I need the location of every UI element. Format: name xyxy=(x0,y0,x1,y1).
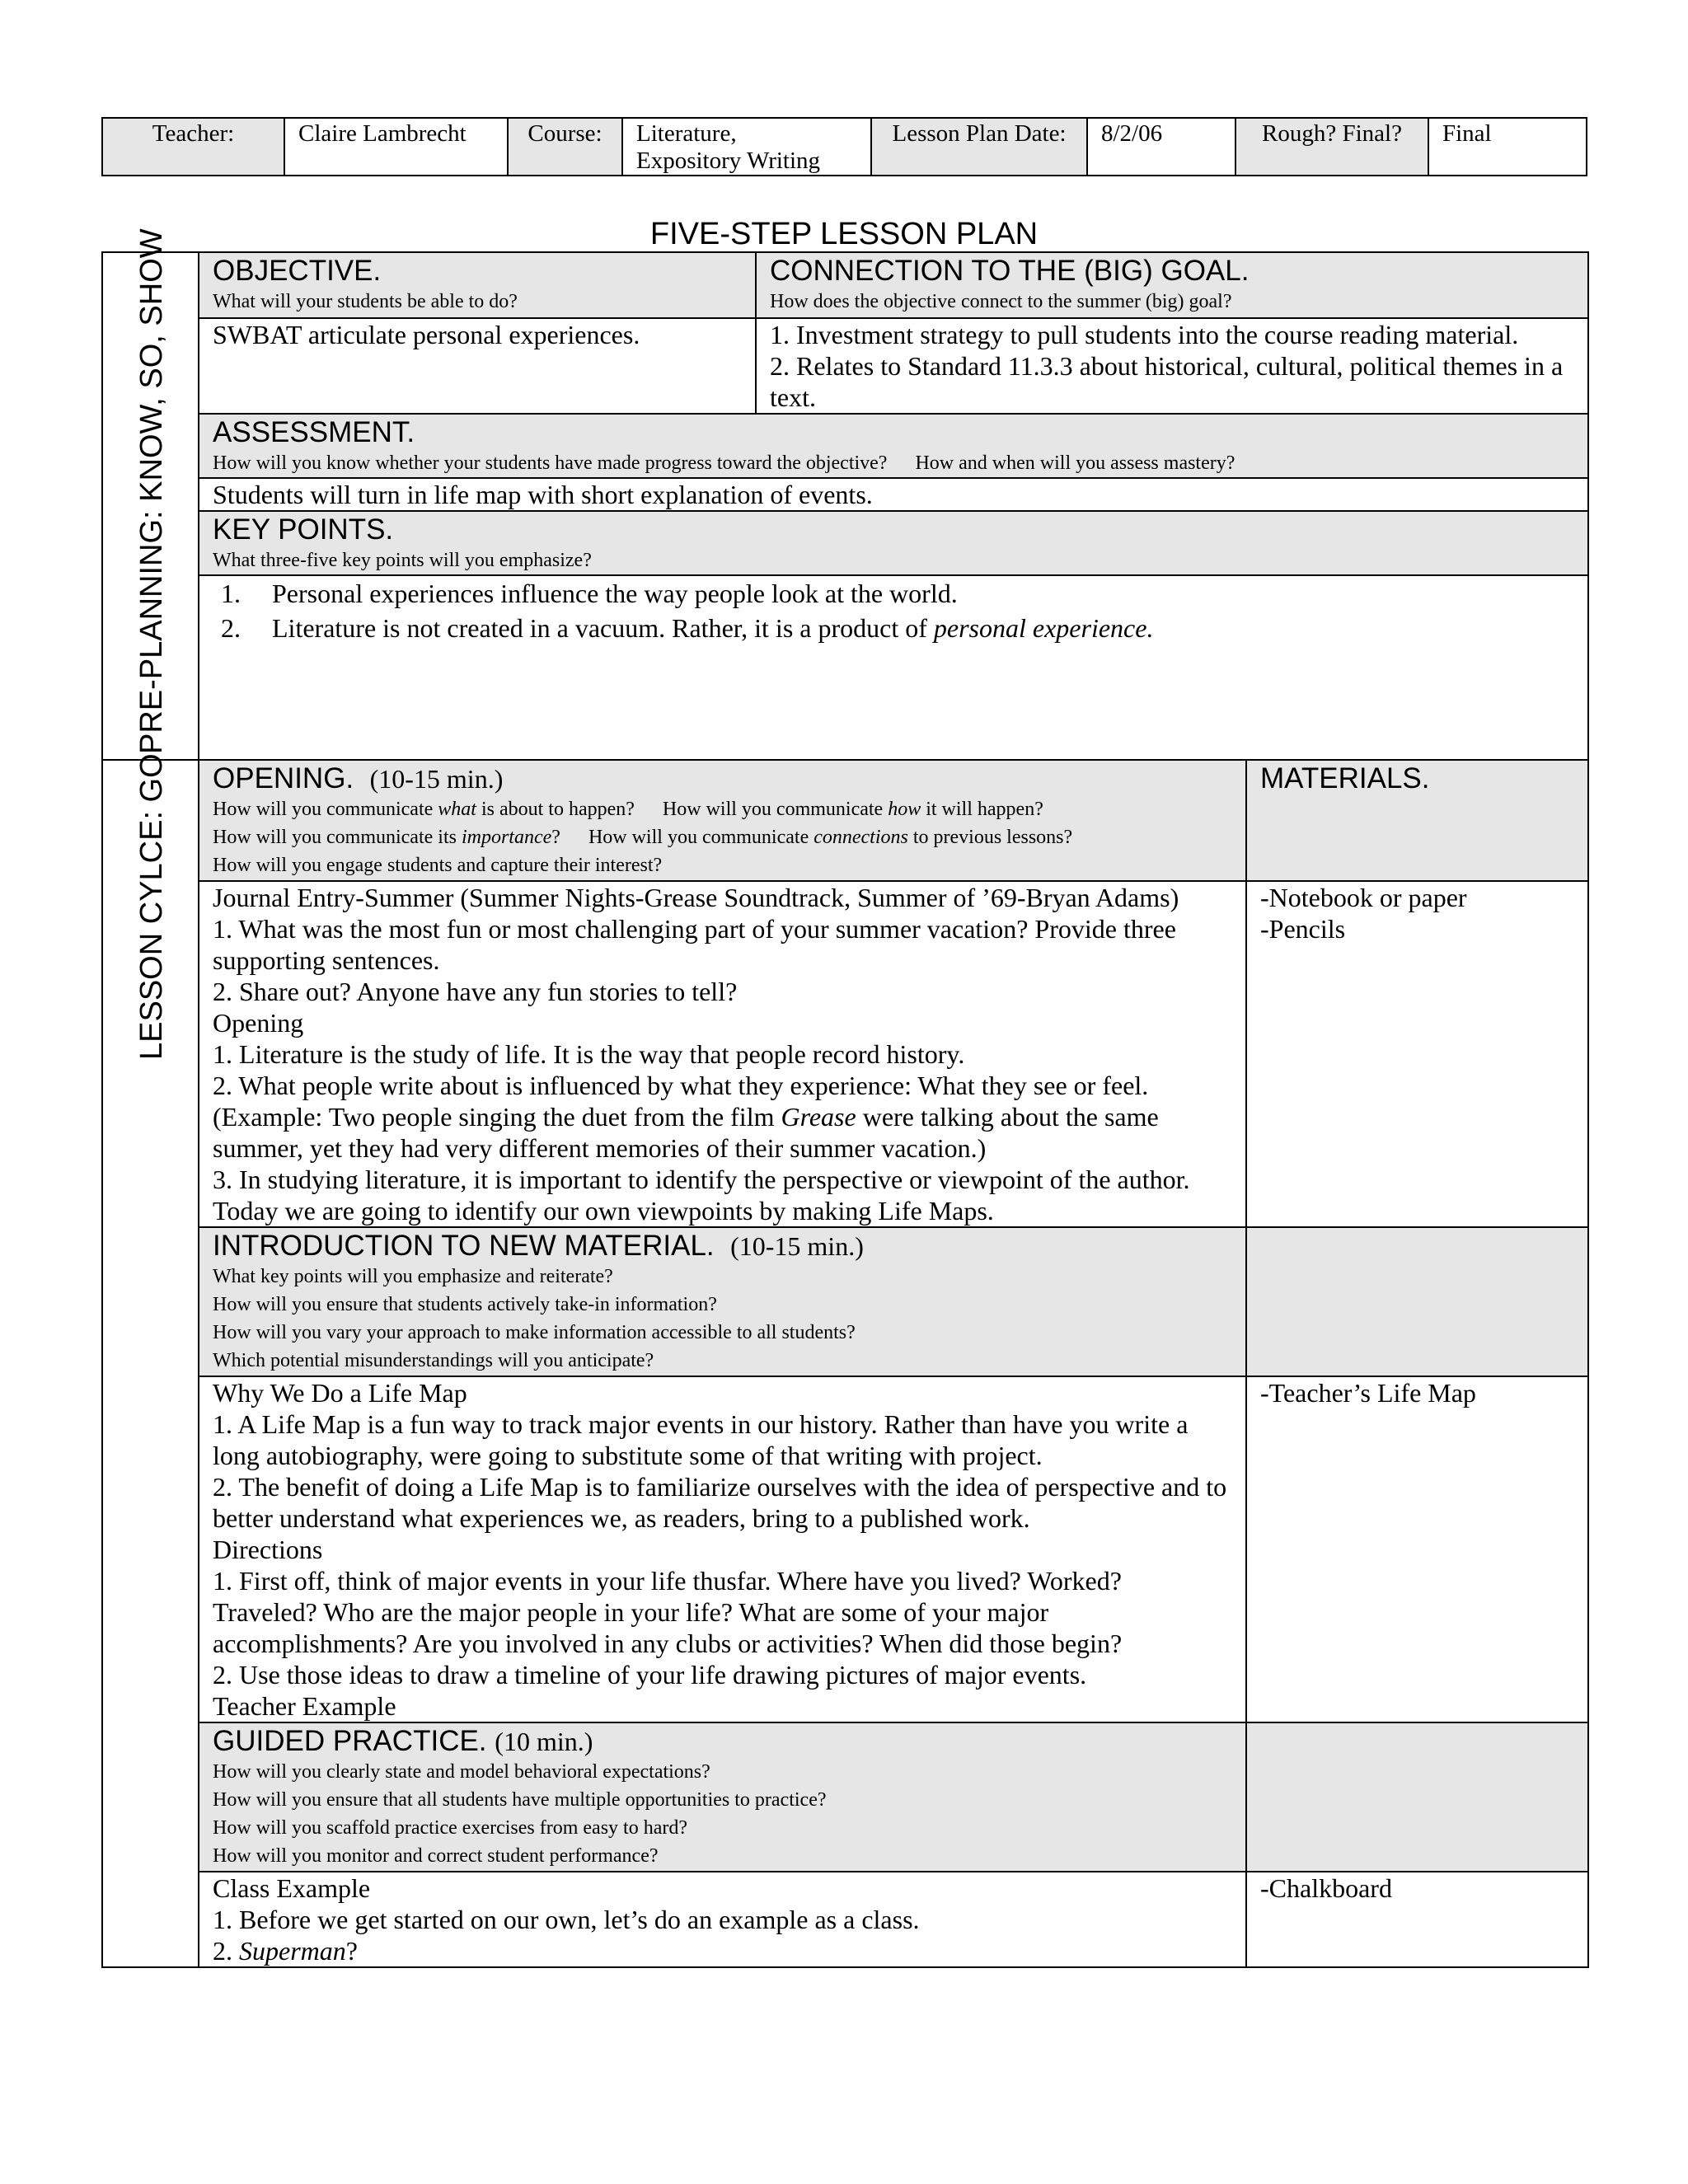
introduction-line: 2. Use those ideas to draw a timeline of your life drawing pictures of major events. xyxy=(213,1660,1087,1690)
header-table xyxy=(101,117,1587,176)
guided-question: How will you scaffold practice exercises from easy to hard? xyxy=(213,1817,688,1839)
opening-question-row-2: How will you communicate its importance? How will you communicate connections to previous lessons? xyxy=(213,827,1073,848)
opening-heading-line xyxy=(213,761,1232,795)
introduction-heading: INTRODUCTION TO NEW MATERIAL. xyxy=(213,1230,715,1262)
opening-example: (Example: Two people singing the duet from the film Grease were talking about the same summer, yet they had very different memories of their summer vacation.) xyxy=(213,1102,1159,1163)
guided-heading: GUIDED PRACTICE. xyxy=(213,1725,487,1757)
guided-materials-header xyxy=(1246,1722,1588,1872)
introduction-line: 1. First off, think of major events in your life thusfar. Where have you lived? Worked? Traveled? Who are the major people in your life? What are some of your major accomplishments? Are you involved in any clubs or activities? When did those begin? xyxy=(213,1566,1123,1658)
materials-header xyxy=(1246,760,1588,881)
connection-question: How does the objective connect to the summer (big) goal? xyxy=(770,291,1232,312)
opening-line: Journal Entry-Summer (Summer Nights-Grease Soundtrack, Summer of ’69-Bryan Adams) xyxy=(213,883,1179,912)
materials-heading: MATERIALS. xyxy=(1260,762,1430,794)
status-label: Rough? Final? xyxy=(1236,118,1428,176)
opening-line: 1. What was the most fun or most challenging part of your summer vacation? Provide three supporting sentences. xyxy=(213,914,1176,975)
objective-question: What will your students be able to do? xyxy=(213,291,518,312)
introduction-line: Why We Do a Life Map xyxy=(213,1378,467,1408)
opening-question-row-3: How will you engage students and capture their interest? xyxy=(213,855,663,876)
objective-body: SWBAT articulate personal experiences. xyxy=(199,318,756,414)
assessment-questions xyxy=(213,449,1574,477)
introduction-line: Directions xyxy=(213,1535,323,1564)
date-value: 8/2/06 xyxy=(1087,118,1236,176)
guided-header xyxy=(199,1722,1246,1872)
teacher-label: Teacher: xyxy=(102,118,284,176)
introduction-line: 1. A Life Map is a fun way to track major events in our history. Rather than have you write a long autobiography, were going to substitute some of that writing with project. xyxy=(213,1409,1189,1470)
page-title: FIVE-STEP LESSON PLAN xyxy=(649,217,1039,251)
connection-line-2: 2. Relates to Standard 11.3.3 about historical, cultural, political themes in a text. xyxy=(770,351,1564,412)
key-points-heading: KEY POINTS. xyxy=(213,513,394,546)
guided-heading-line xyxy=(213,1723,1232,1758)
guided-time: (10 min.) xyxy=(495,1727,593,1756)
key-point-text: Literature is not created in a vacuum. Rather, it is a product of xyxy=(272,613,934,643)
introduction-question: Which potential misunderstandings will you anticipate? xyxy=(213,1350,654,1371)
guided-question: How will you monitor and correct student performance? xyxy=(213,1845,659,1867)
opening-header xyxy=(199,760,1246,881)
introduction-time: (10-15 min.) xyxy=(730,1231,864,1261)
opening-line: 1. Literature is the study of life. It is the way that people record history. xyxy=(213,1039,965,1069)
key-point-item xyxy=(213,576,1574,611)
guided-question: How will you ensure that all students have multiple opportunities to practice? xyxy=(213,1789,827,1811)
connection-heading: CONNECTION TO THE (BIG) GOAL. xyxy=(770,255,1250,287)
objective-heading: OBJECTIVE. xyxy=(213,255,382,287)
key-points-question: What three-five key points will you emphasize? xyxy=(213,550,592,571)
guided-line: 1. Before we get started on our own, let’s do an example as a class. xyxy=(213,1905,920,1934)
objective-header xyxy=(199,252,756,318)
course-line-1: Literature, xyxy=(636,120,737,147)
preplanning-label: PRE-PLANNING: KNOW, SO, SHOW xyxy=(134,228,169,754)
material-item: -Chalkboard xyxy=(1260,1873,1392,1903)
opening-line: Today we are going to identify our own viewpoints by making Life Maps. xyxy=(213,1196,994,1226)
opening-time: (10-15 min.) xyxy=(369,764,504,794)
introduction-line: Teacher Example xyxy=(213,1691,396,1721)
teacher-value: Claire Lambrecht xyxy=(284,118,508,176)
opening-line: 3. In studying literature, it is important to identify the perspective or viewpoint of the author. xyxy=(213,1165,1190,1194)
introduction-line: 2. The benefit of doing a Life Map is to familiarize ourselves with the idea of perspective and to better understand what experiences we, as readers, bring to a published work. xyxy=(213,1472,1227,1533)
guided-materials xyxy=(1246,1872,1588,1967)
opening-question-row-1: How will you communicate what is about to happen? How will you communicate how it will happen? xyxy=(213,799,1043,820)
assessment-question-2: How and when will you assess mastery? xyxy=(915,452,1236,474)
assessment-body: Students will turn in life map with short explanation of events. xyxy=(199,478,1588,511)
opening-body xyxy=(199,881,1246,1227)
material-item: -Pencils xyxy=(1260,914,1346,944)
key-points-header xyxy=(199,511,1588,575)
guided-body xyxy=(199,1872,1246,1967)
lesson-cycle-label: LESSON CYLCE: GO xyxy=(134,753,169,1060)
introduction-materials xyxy=(1246,1376,1588,1722)
introduction-heading-line xyxy=(213,1228,1232,1263)
course-label: Course: xyxy=(508,118,622,176)
opening-materials xyxy=(1246,881,1588,1227)
course-value xyxy=(622,118,871,176)
key-points-list xyxy=(213,576,1574,645)
key-point-text: Personal experiences influence the way people look at the world. xyxy=(272,579,958,608)
assessment-heading: ASSESSMENT. xyxy=(213,416,415,448)
guided-question: How will you clearly state and model behavioral expectations? xyxy=(213,1761,710,1783)
guided-line: 2. Superman? xyxy=(213,1936,358,1966)
material-item: -Notebook or paper xyxy=(1260,883,1467,912)
introduction-question: What key points will you emphasize and reiterate? xyxy=(213,1266,613,1287)
lesson-cycle-side-cell xyxy=(102,753,199,1967)
material-item: -Teacher’s Life Map xyxy=(1260,1378,1476,1408)
key-points-body xyxy=(199,575,1588,760)
opening-line: 2. Share out? Anyone have any fun stories to tell? xyxy=(213,977,738,1006)
guided-line: Class Example xyxy=(213,1873,371,1903)
key-point-item xyxy=(213,611,1574,645)
course-line-2: Expository Writing xyxy=(636,148,821,174)
opening-heading: OPENING. xyxy=(213,762,354,794)
key-point-number: 2. xyxy=(221,613,241,643)
introduction-body xyxy=(199,1376,1246,1722)
key-point-number: 1. xyxy=(221,579,241,608)
assessment-header xyxy=(199,414,1588,478)
connection-body xyxy=(756,318,1588,414)
date-label: Lesson Plan Date: xyxy=(871,118,1087,176)
assessment-question-1: How will you know whether your students have made progress toward the objective? xyxy=(213,452,888,474)
introduction-question: How will you ensure that students actively take-in information? xyxy=(213,1294,717,1315)
connection-header xyxy=(756,252,1588,318)
connection-line-1: 1. Investment strategy to pull students into the course reading material. xyxy=(770,320,1519,349)
status-value: Final xyxy=(1428,118,1587,176)
introduction-header xyxy=(199,1227,1246,1376)
introduction-materials-header xyxy=(1246,1227,1588,1376)
opening-line: 2. What people write about is influenced by what they experience: What they see or feel. xyxy=(213,1071,1149,1100)
opening-line: Opening xyxy=(213,1008,304,1038)
introduction-question: How will you vary your approach to make information accessible to all students? xyxy=(213,1322,856,1343)
preplanning-side-cell xyxy=(102,228,199,760)
key-point-emphasis: personal experience. xyxy=(933,613,1154,643)
